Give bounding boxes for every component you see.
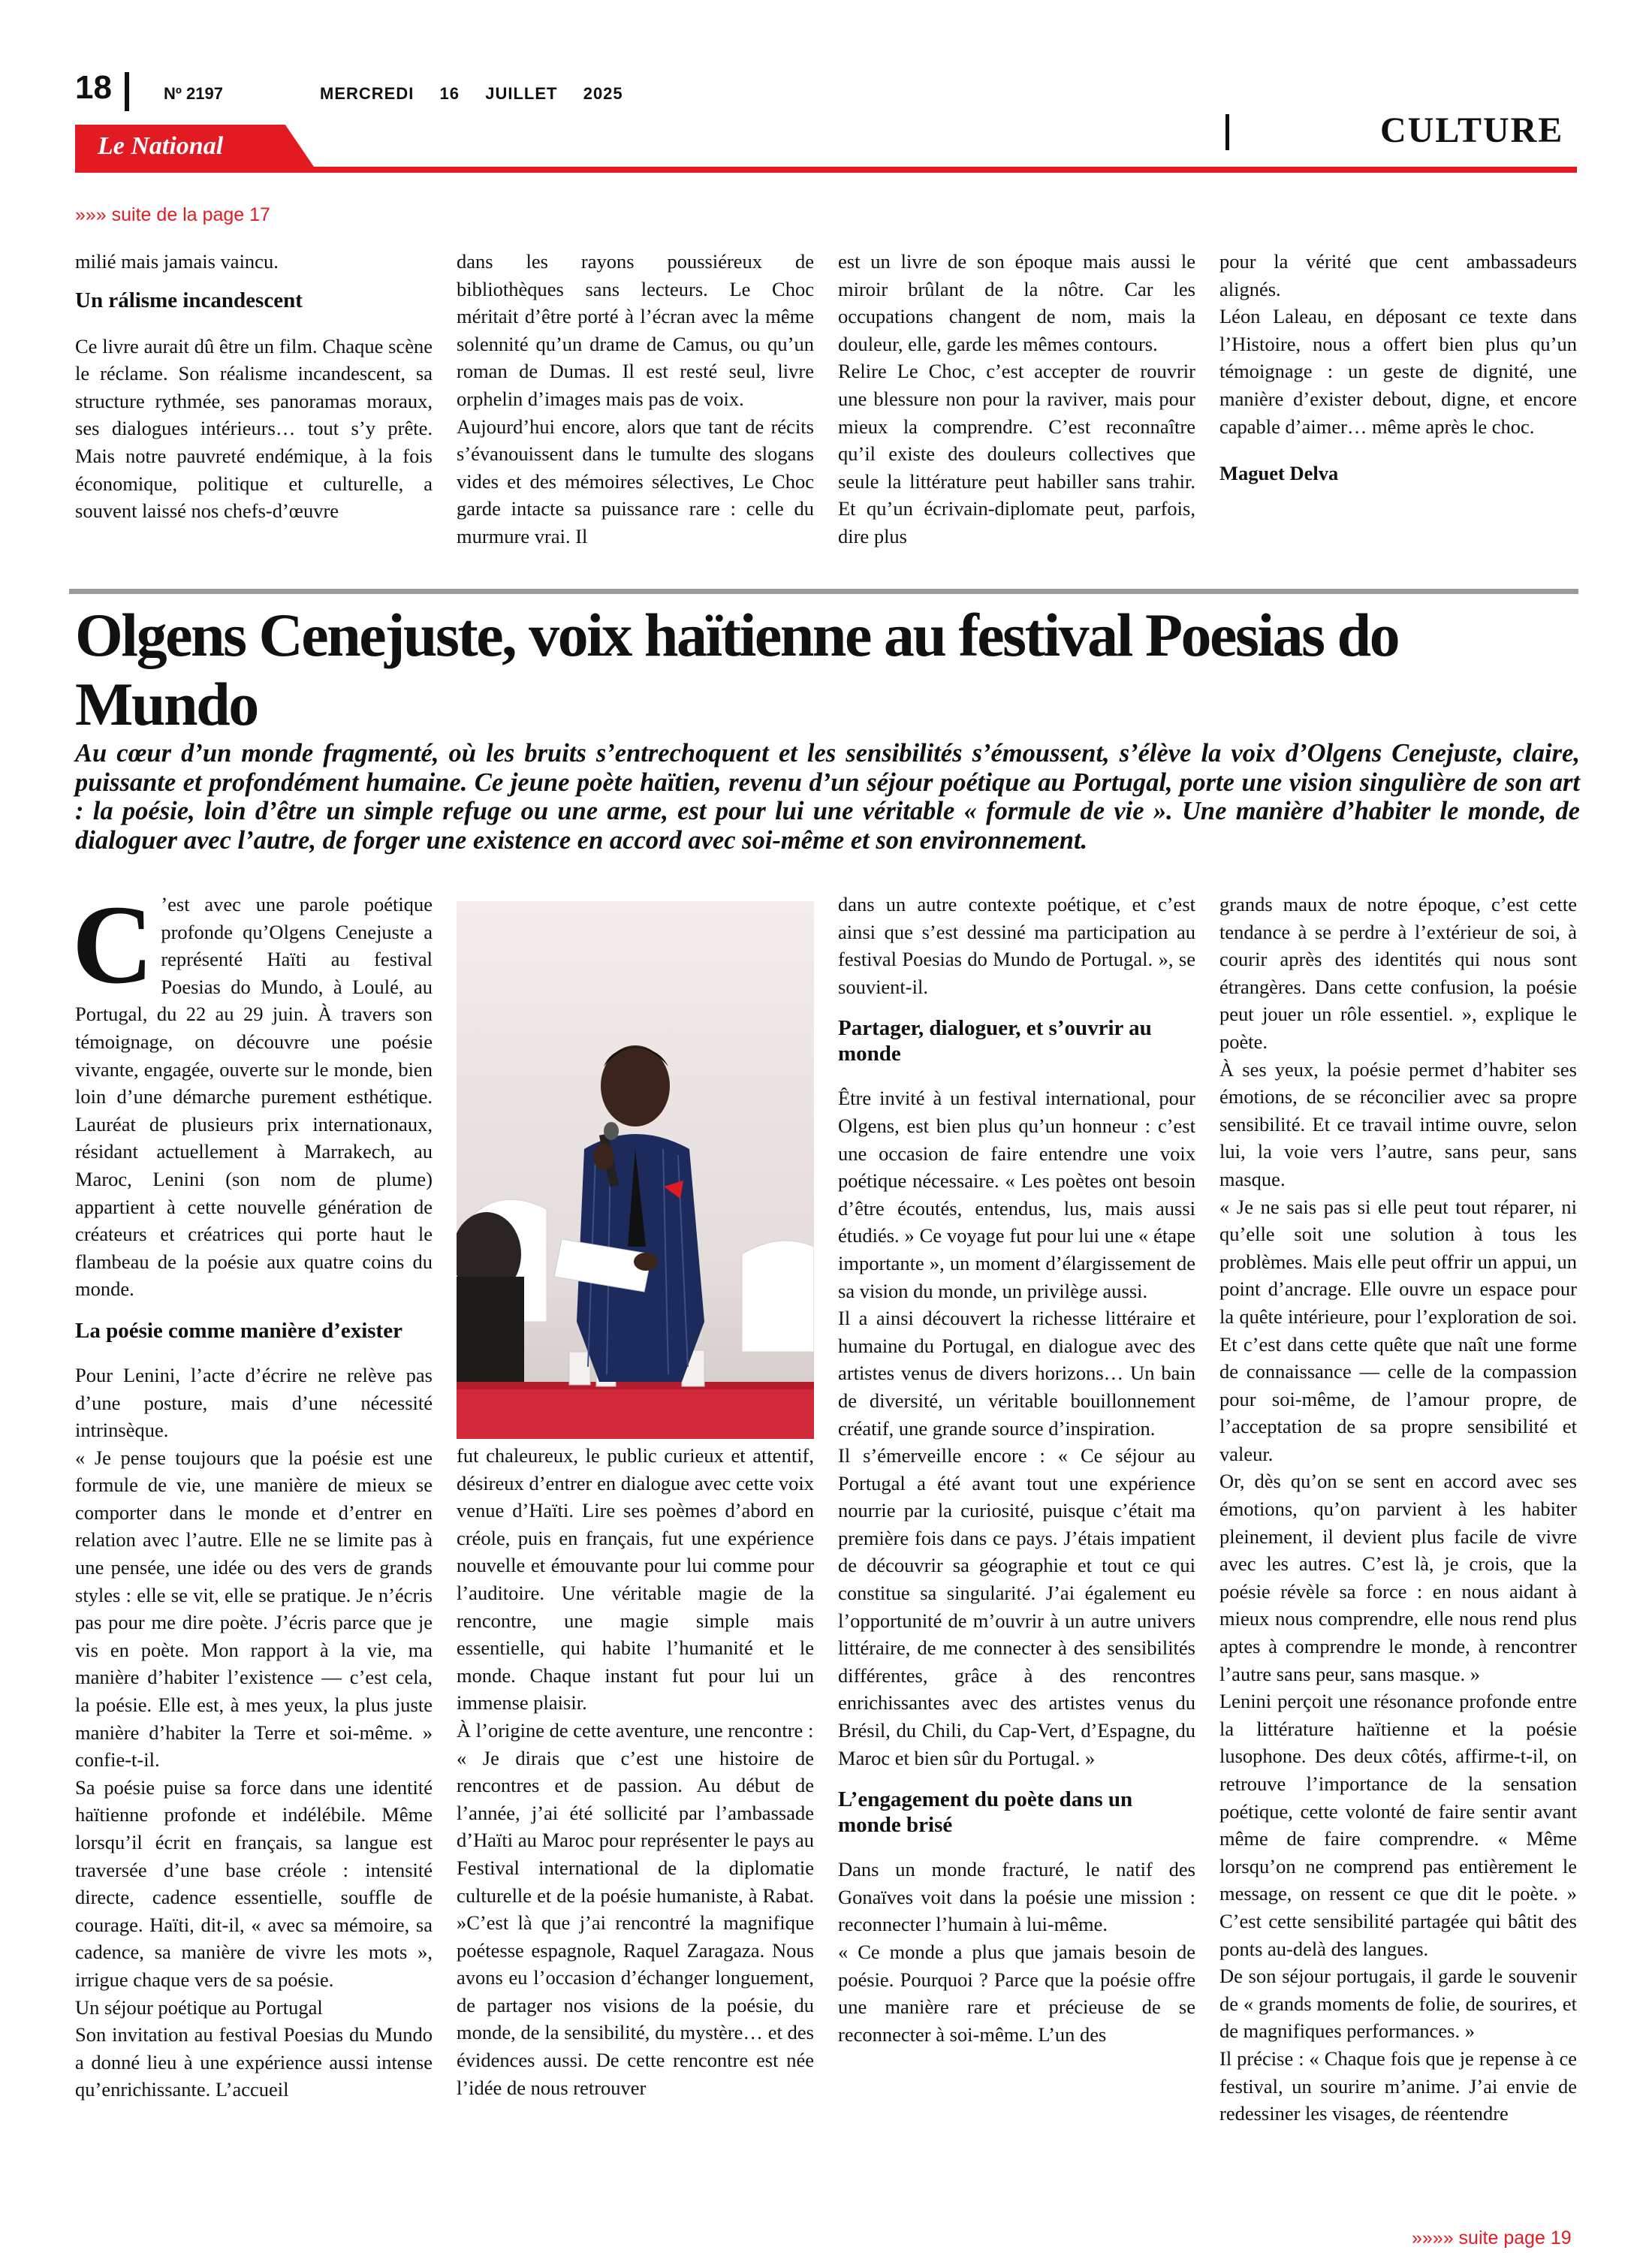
paragraph: Aujourd’hui encore, alors que tant de récits s’évanouissent dans le tumulte des slogans vides et des mémoires sélectives, Le Choc garde intacte sa puissance rare : celle du murmure vrai. Il [457, 415, 814, 547]
paragraph: Léon Laleau, en déposant ce texte dans l’Histoire, nous a offert bien plus qu’un témoignage : un geste de dignité, une manière d’exister debout, digne, et encore capable d’aimer… même après le choc. [1219, 305, 1577, 438]
subheading: L’engagement du poète dans un monde brisé [838, 1787, 1133, 1838]
main-article-column-4 [1219, 891, 1577, 2128]
paragraph: C ’est avec une parole poétique profonde qu’Olgens Cenejuste a représenté Haïti au festival Poesias do Mundo, à Loulé, au Portugal, du 22 au 29 juin. À travers son témoignage, on découvre une poésie vivante, engagée, ouverte sur le monde, bien loin d’une démarche purement esthétique. Lauréat de plusieurs prix internationaux, résidant actuellement à Marrakech, au Maroc, Lenini (son nom de plume) appartient à cette nouvelle génération de créateurs et créatrices qui porte haut le flambeau de la poésie aux quatre coins du monde. [72, 882, 433, 1301]
dateline: MERCREDI 16 JUILLET 2025 [320, 84, 623, 103]
paragraph: Pour Lenini, l’acte d’écrire ne relève pas d’une posture, mais d’une nécessité intrinsèque. [75, 1363, 433, 1442]
paragraph: À ses yeux, la poésie permet d’habiter ses émotions, de se réconcilier avec sa propre sensibilité. Et ce travail intime ouvre, selon lui, la voie vers l’autre, sans peur, sans masque. [1219, 1057, 1577, 1190]
article-lead: Au cœur d’un monde fragmenté, où les bruits s’entrechoquent et les sensibilités s’émoussent, s’élève la voix d’Olgens Cenejuste, claire, puissante et profondément humaine. Ce jeune poète haïtien, revenu d’un séjour poétique au Portugal, porte une vision singulière de son art : la poésie, loin d’être un simple refuge ou une arme, est pour lui une véritable « formule de vie ». Une manière d’habiter le monde, de dialoguer avec l’autre, de forger une existence en accord avec soi-même et son environnement. [75, 739, 1580, 855]
paragraph: « Je dirais que c’est une histoire de rencontres et de passion. Au début de l’année, j’ai été sollicité par l’ambassade d’Haïti au Maroc pour représenter le pays au Festival international de la diplomatie culturelle et de la poésie humaniste, à Rabat. »C’est là que j’ai rencontré la magnifique poétesse espagnole, Raquel Zaragaza. Nous avons eu l’occasion d’échanger longuement, de partager nos visions de la poésie, du monde, de la sensibilité, du mystère… et des évidences aussi. De cette rencontre est née l’idée de nous retrouver [457, 1746, 814, 2099]
header-rule [75, 167, 1577, 173]
paragraph: Il précise : « Chaque fois que je repense à ce festival, un sourire m’anime. J’ai envie de redessiner les visages, de réentendre [1219, 2046, 1577, 2125]
drop-cap: C [72, 882, 154, 1007]
subheading: Partager, dialoguer, et s’ouvrir au monde [838, 1016, 1152, 1066]
section-title: CULTURE [1380, 110, 1564, 150]
paragraph: Ce livre aurait dû être un film. Chaque scène le réclame. Son réalisme incandescent, sa structure rythmée, ses panoramas moraux, ses dialogues intérieurs… tout s’y prête. Mais notre pauvreté endémique, à la fois économique, politique et culturelle, a souvent laissé nos chefs-d’œuvre [75, 334, 433, 523]
main-article-column-1 [72, 882, 433, 2104]
paragraph: Or, dès qu’on se sent en accord avec ses émotions, qu’on parvient à les habiter pleinement, il devient plus facile de vivre avec les autres. C’est là, je crois, que la poésie révèle sa force : en nous aidant à mieux nous comprendre, elle nous rend plus aptes à comprendre le monde, à rencontrer l’autre sans peur, sans masque. » [1219, 1470, 1577, 1685]
article-separator [69, 589, 1578, 594]
paragraph: Dans un monde fracturé, le natif des Gonaïves voit dans la poésie une mission : reconnecter l’humain à lui-même. [838, 1858, 1195, 1936]
paragraph: Sa poésie puise sa force dans une identité haïtienne profonde et indélébile. Même lorsqu’il écrit en français, sa langue est traversée d’une base créole : intensité directe, cadence essentielle, souffle de courage. Haïti, dit-il, « avec sa mémoire, sa cadence, sa manière de vivre les mots », irrigue chaque vers de sa poésie. [75, 1775, 433, 1991]
paragraph: Relire Le Choc, c’est accepter de rouvrir une blessure non pour la raviver, mais pour mieux la comprendre. C’est reconnaître qu’il existe des douleurs collectives que seule la littérature peut habiller sans trahir. Et qu’un écrivain-diplomate peut, parfois, dire plus [838, 360, 1195, 547]
paragraph: Être invité à un festival international, pour Olgens, est bien plus qu’un honneur : c’est une occasion de faire entendre une voix poétique nécessaire. « Les poètes ont besoin d’être écoutés, entendus, lus, mais aussi étudiés. » Ce voyage fut pour lui une « étape importante », un moment d’élargissement de sa vision du monde, un privilège aussi. [838, 1087, 1195, 1302]
paragraph: « Ce monde a plus que jamais besoin de poésie. Pourquoi ? Parce que la poésie offre une manière rare et précieuse de se reconnecter à soi-même. L’un des [838, 1941, 1195, 2046]
subheading: Un rálisme incandescent [75, 288, 303, 312]
main-article-column-2 [457, 1442, 814, 2101]
top-article-column-2 [457, 248, 814, 550]
paragraph: grands maux de notre époque, c’est cette tendance à se perdre à l’extérieur de soi, à courir après des identités qui nous sont étrangères. Dans cette confusion, la poésie peut jouer un rôle essentiel. », explique le poète. [1219, 893, 1577, 1053]
paragraph: fut chaleureux, le public curieux et attentif, désireux d’entrer en dialogue avec cette voix venue d’Haïti. Lire ses poèmes d’abord en créole, puis en français, fut une expérience nouvelle et émouvante pour lui comme pour l’auditoire. Une véritable magie de la rencontre, une magie simple mais essentielle, qui habite l’humanité et le monde. Chaque instant fut pour lui un immense plaisir. [457, 1444, 814, 1715]
subheading: La poésie comme manière d’exister [75, 1318, 402, 1343]
paragraph: dans les rayons poussiéreux de bibliothèques sans lecteurs. Le Choc méritait d’être porté à l’écran avec la même solennité qu’un drame de Camus, ou qu’un roman de Dumas. Il est resté seul, livre orphelin d’images mais pas de voix. [457, 250, 814, 410]
paragraph: Lenini perçoit une résonance profonde entre la littérature haïtienne et la poésie lusophone. Des deux côtés, affirme-t-il, on retrouve l’importance de la sensation poétique, cette volonté de faire sentir avant même de faire comprendre. « Même lorsqu’on ne comprend pas entièrement le message, on ressent ce que dit le poète. » C’est cette sensibilité partagée qui bâtit des ponts au-delà des langues. [1219, 1690, 1577, 1960]
paragraph: « Je ne sais pas si elle peut tout réparer, ni qu’elle soit une solution à tous les problèmes. Mais elle peut offrir un appui, un point d’ancrage. Elle ouvre un espace pour la quête intérieure, pour l’exploration de soi. Et c’est dans cette quête que naît une forme de connaissance — celle de la compassion pour soi-même, de l’amour propre, de l’acceptation de sa propre sensibilité et valeur. [1219, 1195, 1577, 1465]
top-article-column-1 [75, 248, 433, 525]
paragraph: De son séjour portugais, il garde le souvenir de « grands moments de folie, de sourires, et de magnifiques performances. » [1219, 1965, 1577, 2043]
paragraph: Son invitation au festival Poesias du Mundo a donné lieu à une expérience aussi intense qu’enrichissante. L’accueil [75, 2023, 433, 2101]
article-photo [457, 901, 814, 1439]
brand-name: Le National [98, 132, 224, 160]
continued-from-link[interactable]: »»» suite de la page 17 [75, 204, 270, 225]
continued-to-link[interactable]: »»»» suite page 19 [1412, 2227, 1572, 2248]
paragraph: pour la vérité que cent ambassadeurs alignés. [1219, 250, 1577, 300]
paragraph: « Je pense toujours que la poésie est une formule de vie, une manière de mieux se comporter dans le monde et d’entrer en relation avec l’autre. Elle ne se limite pas à une pensée, une idée ou des vers de grands styles : elle se vit, elle se pratique. Je n’écris pas pour me dire poète. J’écris parce que je vis en poète. Mon rapport à la vie, ma manière d’habiter l’existence — c’est cela, la poésie. Elle est, à mes yeux, la plus juste manière d’habiter la Terre et soi-même. » confie-t-il. [75, 1446, 433, 1772]
top-article-column-4 [1219, 248, 1577, 487]
paragraph: Il a ainsi découvert la richesse littéraire et humaine du Portugal, en dialogue avec des artistes venus de divers horizons… Un bain de diversité, un véritable bouillonnement créatif, une grande source d’inspiration. [838, 1307, 1195, 1440]
section-divider [1225, 114, 1229, 150]
page-number: 18 [75, 69, 112, 106]
paragraph: Il s’émerveille encore : « Ce séjour au Portugal a été avant tout une expérience nourrie par la curiosité, puisque c’était ma première fois dans ce pays. J’étais impatient de découvrir sa géographie et tout ce qui constitue sa singularité. J’ai également eu l’opportunité de m’ouvrir à un autre univers littéraire, de me connecter à des sensibilités différentes, grâce à des rencontres enrichissantes avec des artistes venus du Brésil, du Chili, du Cap-Vert, d’Espagne, du Maroc et bien sûr du Portugal. » [838, 1444, 1195, 1769]
main-article-column-3 [838, 891, 1195, 2048]
paragraph: À l’origine de cette aventure, une rencontre : [457, 1718, 814, 1742]
paragraph: est un livre de son époque mais aussi le miroir brûlant de la nôtre. Car les occupations changent de nom, mais la douleur, elle, garde les mêmes contours. [838, 250, 1195, 355]
issue-number: Nº 2197 [164, 84, 223, 103]
top-article-column-3 [838, 248, 1195, 550]
paragraph: Un séjour poétique au Portugal [75, 1995, 323, 2019]
author-signature: Maguet Delva [1219, 462, 1339, 485]
page-number-divider [125, 72, 129, 111]
article-headline: Olgens Cenejuste, voix haïtienne au festival Poesias do Mundo [75, 601, 1399, 738]
paragraph: dans un autre contexte poétique, et c’est ainsi que s’est dessiné ma participation au festival Poesias do Mundo de Portugal. », se souvient-il. [838, 893, 1195, 998]
paragraph: milié mais jamais vaincu. [75, 250, 279, 273]
